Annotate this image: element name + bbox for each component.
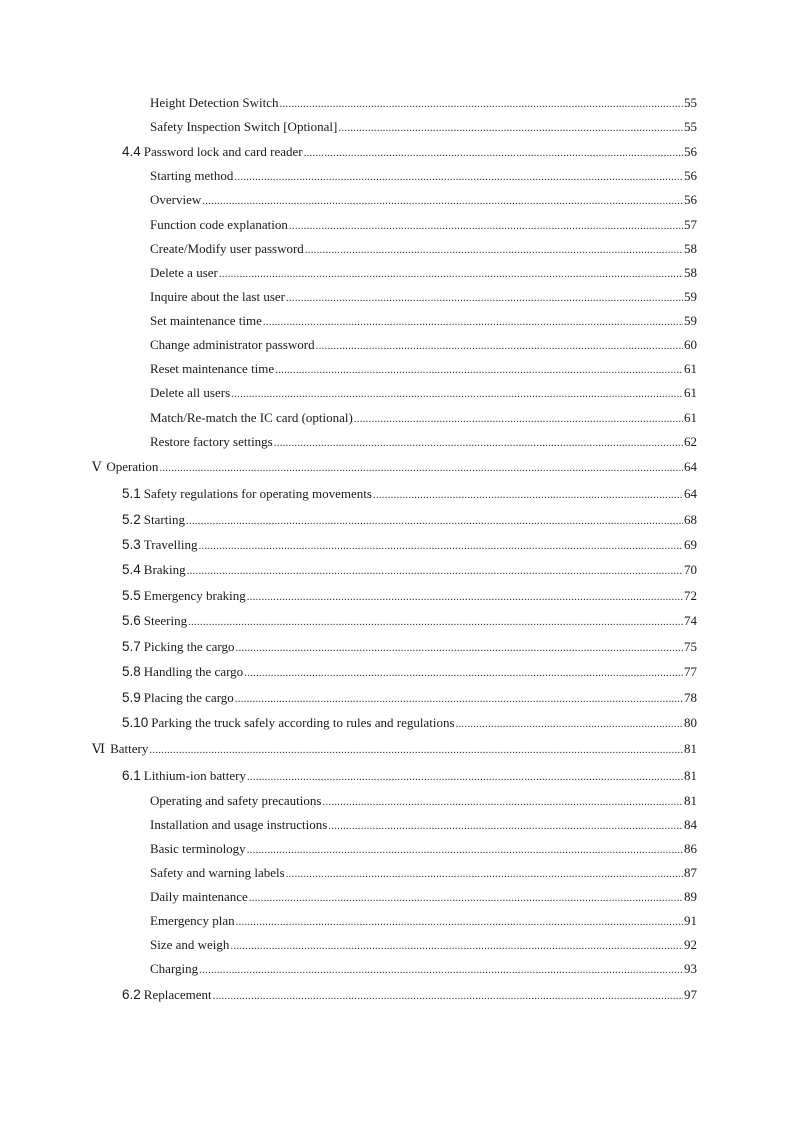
dot-leader [289,218,683,234]
toc-entry-page-number: 70 [684,562,697,577]
toc-entry-page-number: 69 [684,537,697,552]
toc-entry-page-number: 64 [684,486,697,501]
dot-leader [213,988,683,1004]
toc-entry-page-number: 59 [684,313,697,328]
toc-entry-title: Daily maintenance [150,889,248,904]
toc-subsection-entry[interactable] [150,119,697,136]
toc-entry-title: Match/Re-match the IC card (optional) [150,410,353,425]
toc-entry-page-number: 55 [684,119,697,134]
toc-section-entry[interactable] [122,537,697,554]
toc-entry-title: Emergency plan [150,913,235,928]
dot-leader [456,716,683,732]
toc-entry-title: Safety and warning labels [150,865,285,880]
toc-entry-title: Starting method [150,168,234,183]
toc-section-entry[interactable] [122,588,697,605]
dot-leader [199,962,683,978]
dot-leader [219,266,683,282]
toc-entry-number: 5.5 [122,588,141,603]
toc-entry-page-number: 68 [684,512,697,527]
toc-entry-title: Braking [143,562,186,577]
dot-leader [286,290,683,306]
toc-entry-title: Picking the cargo [143,639,235,654]
toc-entry-page-number: 78 [684,690,697,705]
toc-entry-number: 5.1 [122,486,141,501]
toc-section-entry[interactable] [122,715,697,732]
toc-entry-page-number: 80 [684,715,697,730]
toc-entry-title: Create/Modify user password [150,241,304,256]
toc-entry-number: 5.10 [122,715,149,730]
toc-entry-title: Delete all users [150,385,231,400]
toc-entry-number: 5.6 [122,613,141,628]
toc-entry-page-number: 57 [684,217,697,232]
toc-entry-page-number: 56 [684,168,697,183]
dot-leader [328,818,683,834]
toc-entry-page-number: 61 [684,361,697,376]
toc-entry-page-number: 92 [684,937,697,952]
toc-entry-page-number: 58 [684,241,697,256]
toc-entry-title: Charging [150,961,199,976]
toc-entry-title: Lithium-ion battery [143,768,246,783]
toc-entry-title: Basic terminology [150,841,246,856]
toc-subsection-entry[interactable] [150,937,697,954]
toc-subsection-entry[interactable] [150,168,697,185]
toc-subsection-entry[interactable] [150,361,697,378]
toc-entry-page-number: 97 [684,987,697,1002]
dot-leader [234,169,683,185]
toc-chapter-entry[interactable] [92,459,697,476]
toc-entry-page-number: 81 [684,741,697,756]
toc-entry-title: Change administrator password [150,337,315,352]
toc-entry-page-number: 55 [684,95,697,110]
dot-leader [186,513,683,529]
toc-entry-title: Operating and safety precautions [150,793,322,808]
toc-section-entry[interactable] [122,613,697,630]
toc-entry-title: Password lock and card reader [143,144,303,159]
toc-section-entry[interactable] [122,639,697,656]
toc-entry-page-number: 74 [684,613,697,628]
toc-subsection-entry[interactable] [150,841,697,858]
toc-entry-title: Function code explanation [150,217,288,232]
toc-entry-page-number: 91 [684,913,697,928]
toc-subsection-entry[interactable] [150,793,697,810]
toc-entry-title: Safety Inspection Switch [Optional] [150,119,338,134]
toc-entry-page-number: 60 [684,337,697,352]
toc-entry-title: Steering [143,613,188,628]
toc-section-entry[interactable] [122,486,697,503]
toc-entry-title: Reset maintenance time [150,361,275,376]
toc-entry-page-number: 56 [684,192,697,207]
toc-entry-title: Handling the cargo [143,664,244,679]
dot-leader [188,614,683,630]
toc-subsection-entry[interactable] [150,817,697,834]
toc-entry-page-number: 72 [684,588,697,603]
dot-leader [286,866,683,882]
toc-subsection-entry[interactable] [150,265,697,282]
toc-entry-number: 6.2 [122,987,141,1002]
toc-entry-page-number: 93 [684,961,697,976]
toc-subsection-entry[interactable] [150,889,697,906]
toc-entry-page-number: 81 [684,768,697,783]
toc-entry-title: Starting [143,512,185,527]
toc-entry-number: 5.7 [122,639,141,654]
toc-subsection-entry[interactable] [150,913,697,930]
toc-entry-title: Parking the truck safely according to rules and regulations [151,715,455,730]
toc-subsection-entry[interactable] [150,434,697,451]
dot-leader [235,691,683,707]
dot-leader [275,362,683,378]
dot-leader [187,563,683,579]
dot-leader [247,769,683,785]
toc-entry-page-number: 84 [684,817,697,832]
dot-leader [316,338,683,354]
toc-entry-number: 5.8 [122,664,141,679]
toc-entry-title: Travelling [143,537,198,552]
dot-leader [322,794,683,810]
dot-leader [249,890,683,906]
toc-entry-title: Emergency braking [143,588,246,603]
toc-entry-title: Operation [106,459,159,474]
dot-leader [304,145,683,161]
toc-entry-page-number: 61 [684,410,697,425]
toc-chapter-entry[interactable] [92,741,697,758]
toc-entry-page-number: 59 [684,289,697,304]
toc-entry-page-number: 58 [684,265,697,280]
toc-entry-title: Overview [150,192,202,207]
toc-subsection-entry[interactable] [150,961,697,978]
dot-leader [202,193,683,209]
toc-section-entry[interactable] [122,664,697,681]
toc-entry-page-number: 75 [684,639,697,654]
dot-leader [338,120,683,136]
toc-entry-title: Restore factory settings [150,434,273,449]
toc-entry-page-number: 86 [684,841,697,856]
dot-leader [305,242,683,258]
toc-entry-number: 6.1 [122,768,141,783]
toc-entry-page-number: 64 [684,459,697,474]
dot-leader [263,314,683,330]
toc-entry-page-number: 61 [684,385,697,400]
dot-leader [149,742,683,758]
toc-subsection-entry[interactable] [150,241,697,258]
toc-entry-title: Set maintenance time [150,313,262,328]
dot-leader [274,435,683,451]
toc-section-entry[interactable] [122,512,697,529]
toc-entry-number: 5.4 [122,562,141,577]
dot-leader [247,589,683,605]
toc-entry-number: Ⅵ [92,741,106,756]
toc-entry-title: Battery [110,741,149,756]
toc-subsection-entry[interactable] [150,385,697,402]
toc-entry-page-number: 89 [684,889,697,904]
dot-leader [354,411,683,427]
dot-leader [231,386,683,402]
toc-entry-page-number: 62 [684,434,697,449]
toc-entry-page-number: 77 [684,664,697,679]
dot-leader [244,665,683,681]
toc-section-entry[interactable] [122,690,697,707]
dot-leader [247,842,683,858]
toc-entry-title: Replacement [143,987,212,1002]
dot-leader [236,640,683,656]
toc-entry-number: 4.4 [122,144,141,159]
dot-leader [159,460,683,476]
toc-subsection-entry[interactable] [150,289,697,306]
toc-subsection-entry[interactable] [150,337,697,354]
toc-entry-number: 5.9 [122,690,141,705]
toc-section-entry[interactable] [122,768,697,785]
toc-entry-page-number: 56 [684,144,697,159]
toc-entry-title: Size and weigh [150,937,230,952]
toc-entry-title: Delete a user [150,265,218,280]
toc-entry-number: 5.2 [122,512,141,527]
toc-subsection-entry[interactable] [150,865,697,882]
toc-entry-page-number: 87 [684,865,697,880]
toc-subsection-entry[interactable] [150,192,697,209]
dot-leader [236,914,683,930]
dot-leader [198,538,683,554]
toc-entry-title: Height Detection Switch [150,95,279,110]
toc-entry-page-number: 81 [684,793,697,808]
toc-entry-number: 5.3 [122,537,141,552]
toc-section-entry[interactable] [122,144,697,161]
toc-section-entry[interactable] [122,987,697,1004]
toc-subsection-entry[interactable] [150,313,697,330]
toc-section-entry[interactable] [122,562,697,579]
toc-entry-title: Inquire about the last user [150,289,286,304]
dot-leader [280,96,683,112]
toc-subsection-entry[interactable] [150,410,697,427]
dot-leader [230,938,683,954]
toc-entry-title: Placing the cargo [143,690,234,705]
toc-entry-title: Installation and usage instructions [150,817,328,832]
toc-entry-number: Ⅴ [92,459,102,474]
dot-leader [373,487,683,503]
toc-subsection-entry[interactable] [150,95,697,112]
toc-subsection-entry[interactable] [150,217,697,234]
toc-entry-title: Safety regulations for operating movements [143,486,372,501]
